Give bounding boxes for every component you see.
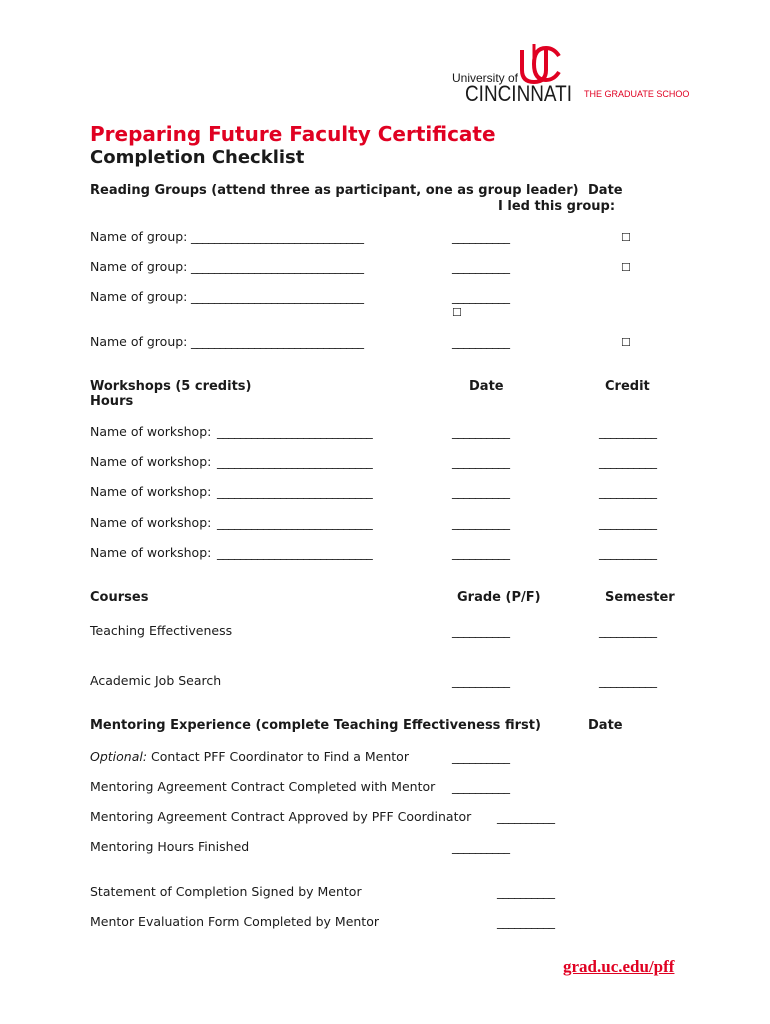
page-title: Preparing Future Faculty Certificate bbox=[90, 122, 496, 146]
reading-row-3-date-field[interactable]: __________ bbox=[452, 289, 510, 304]
logo-graduate-school: THE GRADUATE SCHOOL bbox=[584, 89, 690, 99]
reading-row-3-name-field[interactable]: ______________________________ bbox=[191, 289, 364, 304]
workshops-date-header: Date bbox=[469, 379, 504, 394]
reading-date-header: Date bbox=[588, 183, 623, 198]
mentoring-row-5-label: Statement of Completion Signed by Mentor bbox=[90, 884, 362, 899]
mentoring-row-3-label: Mentoring Agreement Contract Approved by PFF Coordinator bbox=[90, 809, 472, 824]
workshops-hours-header: Hours bbox=[90, 394, 134, 409]
workshops-credit-header: Credit bbox=[605, 379, 650, 394]
mentoring-row-2-label: Mentoring Agreement Contract Completed with Mentor bbox=[90, 779, 436, 794]
workshops-header: Workshops (5 credits) bbox=[90, 379, 252, 394]
course-row-2-semester-field[interactable]: __________ bbox=[599, 673, 657, 688]
reading-row-2-name-field[interactable]: ______________________________ bbox=[191, 259, 364, 274]
reading-led-header: I led this group: bbox=[498, 199, 616, 214]
page-subtitle: Completion Checklist bbox=[90, 147, 305, 168]
reading-row-1-date-field[interactable]: __________ bbox=[452, 229, 510, 244]
course-row-2-label: Academic Job Search bbox=[90, 673, 222, 688]
workshop-row-1-credit-field[interactable]: __________ bbox=[599, 424, 657, 439]
reading-row-2-label: Name of group: bbox=[90, 259, 188, 274]
optional-label: Optional: bbox=[90, 749, 148, 764]
uc-logo bbox=[450, 42, 690, 104]
reading-row-1-name-field[interactable]: ______________________________ bbox=[191, 229, 364, 244]
mentoring-row-5-date-field[interactable]: __________ bbox=[497, 884, 555, 899]
footer-link[interactable]: grad.uc.edu/pff bbox=[563, 957, 675, 976]
reading-groups-header: Reading Groups (attend three as participant, one as group leader) bbox=[90, 183, 579, 198]
workshop-row-4-date-field[interactable]: __________ bbox=[452, 515, 510, 530]
workshop-row-5-name-field[interactable]: ___________________________ bbox=[217, 545, 373, 560]
workshop-row-2-name-field[interactable]: ___________________________ bbox=[217, 454, 373, 469]
courses-semester-header: Semester bbox=[605, 590, 675, 605]
mentoring-row-6-label: Mentor Evaluation Form Completed by Mentor bbox=[90, 914, 379, 929]
workshop-row-1-label: Name of workshop: bbox=[90, 424, 212, 439]
workshop-row-5-date-field[interactable]: __________ bbox=[452, 545, 510, 560]
course-row-1-grade-field[interactable]: __________ bbox=[452, 623, 510, 638]
reading-row-4-checkbox[interactable]: ☐ bbox=[621, 336, 631, 349]
workshop-row-2-label: Name of workshop: bbox=[90, 454, 212, 469]
mentoring-row-1-date-field[interactable]: __________ bbox=[452, 749, 510, 764]
workshop-row-1-name-field[interactable]: ___________________________ bbox=[217, 424, 373, 439]
mentoring-row-6-date-field[interactable]: __________ bbox=[497, 914, 555, 929]
mentoring-header: Mentoring Experience (complete Teaching Effectiveness first) bbox=[90, 718, 541, 733]
reading-row-2-checkbox[interactable]: ☐ bbox=[621, 261, 631, 274]
reading-row-1-label: Name of group: bbox=[90, 229, 188, 244]
workshop-row-5-credit-field[interactable]: __________ bbox=[599, 545, 657, 560]
workshop-row-4-label: Name of workshop: bbox=[90, 515, 212, 530]
workshop-row-2-date-field[interactable]: __________ bbox=[452, 454, 510, 469]
workshop-row-1-date-field[interactable]: __________ bbox=[452, 424, 510, 439]
workshop-row-3-name-field[interactable]: ___________________________ bbox=[217, 484, 373, 499]
mentoring-row-2-date-field[interactable]: __________ bbox=[452, 779, 510, 794]
reading-row-4-date-field[interactable]: __________ bbox=[452, 334, 510, 349]
course-row-2-grade-field[interactable]: __________ bbox=[452, 673, 510, 688]
workshop-row-5-label: Name of workshop: bbox=[90, 545, 212, 560]
course-row-1-label: Teaching Effectiveness bbox=[90, 623, 233, 638]
mentoring-row-4-label: Mentoring Hours Finished bbox=[90, 839, 250, 854]
workshop-row-4-name-field[interactable]: ___________________________ bbox=[217, 515, 373, 530]
mentoring-row-1-label: Contact PFF Coordinator to Find a Mentor bbox=[151, 749, 409, 764]
logo-cincinnati: CINCINNATI bbox=[465, 81, 572, 104]
workshop-row-3-date-field[interactable]: __________ bbox=[452, 484, 510, 499]
course-row-1-semester-field[interactable]: __________ bbox=[599, 623, 657, 638]
reading-row-3-label: Name of group: bbox=[90, 289, 188, 304]
mentoring-row-4-date-field[interactable]: __________ bbox=[452, 839, 510, 854]
mentoring-row-3-date-field[interactable]: __________ bbox=[497, 809, 555, 824]
courses-grade-header: Grade (P/F) bbox=[457, 590, 541, 605]
courses-header: Courses bbox=[90, 590, 149, 605]
logo-university-of: University of bbox=[452, 71, 519, 85]
reading-row-3-checkbox[interactable]: ☐ bbox=[452, 306, 462, 319]
mentoring-row-1 bbox=[90, 749, 409, 764]
workshop-row-4-credit-field[interactable]: __________ bbox=[599, 515, 657, 530]
reading-row-2-date-field[interactable]: __________ bbox=[452, 259, 510, 274]
reading-row-4-name-field[interactable]: ______________________________ bbox=[191, 334, 364, 349]
reading-row-4-label: Name of group: bbox=[90, 334, 188, 349]
mentoring-date-header: Date bbox=[588, 718, 623, 733]
workshop-row-3-credit-field[interactable]: __________ bbox=[599, 484, 657, 499]
workshop-row-2-credit-field[interactable]: __________ bbox=[599, 454, 657, 469]
reading-row-1-checkbox[interactable]: ☐ bbox=[621, 231, 631, 244]
workshop-row-3-label: Name of workshop: bbox=[90, 484, 212, 499]
